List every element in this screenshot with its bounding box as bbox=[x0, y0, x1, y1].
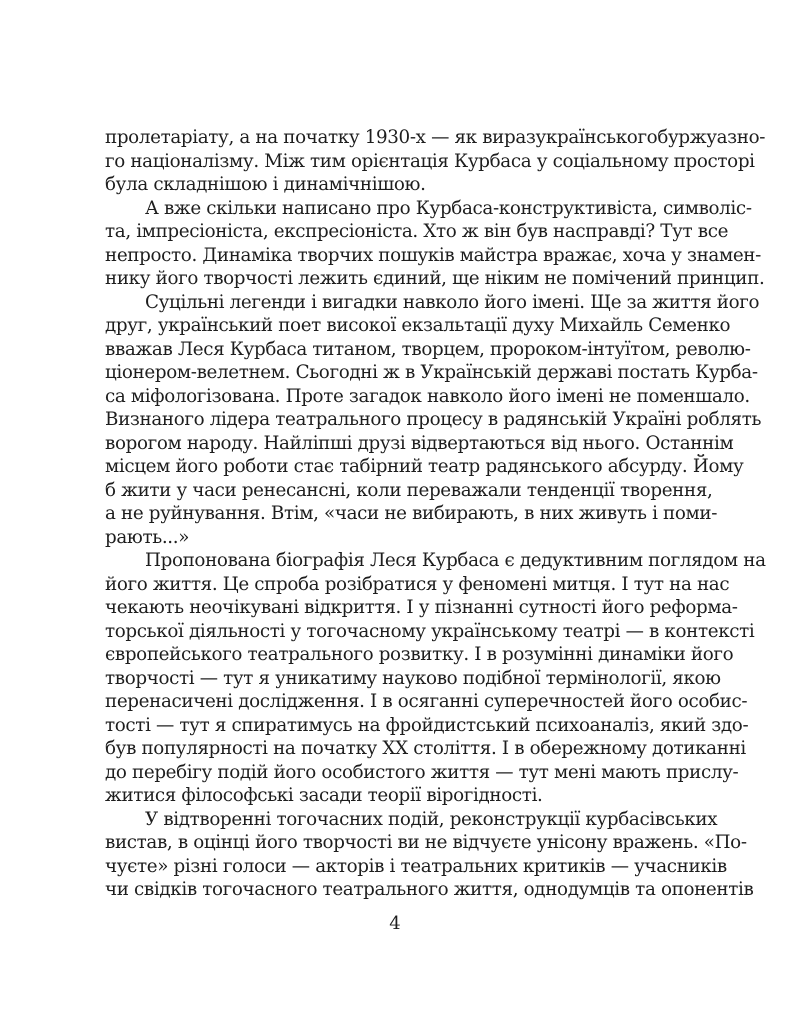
text-line: місцем його роботи стає табірний театр радянського абсурду. Йому bbox=[105, 456, 744, 477]
text-line: непросто. Динаміка творчих пошуків майстра вражає, хоча у знамен- bbox=[105, 244, 761, 266]
text-line: його життя. Це спроба розібратися у феномені митця. І тут на нас bbox=[105, 573, 730, 595]
text-line: друг, український поет високої екзальтації духу Михайль Семенко bbox=[105, 315, 731, 336]
text-line: Визнаного лідера театрального процесу в радянській Україні роблять bbox=[105, 409, 762, 430]
text-line: ціонером-велетнем. Сьогодні ж в Українській державі постать Курба- bbox=[105, 362, 758, 383]
text-line: а не руйнування. Втім, «часи не вибирають, в них живуть і поми- bbox=[105, 503, 718, 524]
text-line: са міфологізована. Проте загадок навколо його імені не поменшало. bbox=[105, 385, 750, 407]
text-line: вважав Леся Курбаса титаном, творцем, пророком-інтуїтом, револю- bbox=[105, 338, 751, 360]
text-line: до перебігу подій його особистого життя — тут мені мають прислу- bbox=[105, 761, 739, 783]
text-line: го націоналізму. Між тим орієнтація Курбаса у соціальному просторі bbox=[105, 150, 755, 172]
text-line: творчості — тут я уникатиму науково подібної термінології, якою bbox=[105, 667, 721, 689]
body-text bbox=[105, 126, 766, 902]
text-line: був популярності на початку XX століття. І в обережному дотиканні bbox=[105, 738, 746, 759]
text-line: чекають неочікувані відкриття. І у пізнанні сутності його реформа- bbox=[105, 597, 738, 618]
text-line: б жити у часи ренесансні, коли переважали тенденції творення, bbox=[105, 479, 713, 501]
text-line: А вже скільки написано про Курбаса-конструктивіста, символіс- bbox=[145, 197, 752, 219]
text-line: торської діяльності у тогочасному українському театрі — в контексті bbox=[105, 620, 755, 642]
page-number: 4 bbox=[389, 913, 401, 934]
text-line: тості — тут я спиратимусь на фройдистський психоаналіз, який здо- bbox=[105, 714, 749, 736]
text-line: У відтворенні тогочасних подій, реконструкції курбасівських bbox=[145, 808, 718, 830]
text-line: чуєте» різні голоси — акторів і театральних критиків — учасників bbox=[105, 855, 727, 877]
text-line: та, імпресіоніста, експресіоніста. Хто ж він був насправді? Тут все bbox=[105, 221, 729, 242]
text-line: Пропонована біографія Леся Курбаса є дедуктивним поглядом на bbox=[145, 550, 766, 571]
text-line: нику його творчості лежить єдиний, ще ніким не помічений принцип. bbox=[105, 268, 765, 289]
text-line: європейського театрального розвитку. І в розумінні динаміки його bbox=[105, 644, 734, 665]
text-line: вистав, в оцінці його творчості ви не відчуєте унісону вражень. «По- bbox=[105, 832, 747, 853]
text-line: Суцільні легенди і вигадки навколо його імені. Ще за життя його bbox=[145, 291, 760, 313]
text-line: житися філософські засади теорії вірогідності. bbox=[105, 785, 543, 806]
text-line: рають...» bbox=[105, 526, 190, 548]
text-line: була складнішою і динамічнішою. bbox=[105, 174, 426, 195]
text-line: ворогом народу. Найліпші друзі відвертаються від нього. Останнім bbox=[105, 432, 734, 454]
text-line: пролетаріату, а на початку 1930-х — як виразукраїнськогобуржуазно- bbox=[105, 127, 766, 148]
text-line: перенасичені дослідження. І в осяганні суперечностей його особис- bbox=[105, 691, 748, 712]
text-line: чи свідків тогочасного театрального життя, однодумців та опонентів bbox=[105, 879, 754, 900]
